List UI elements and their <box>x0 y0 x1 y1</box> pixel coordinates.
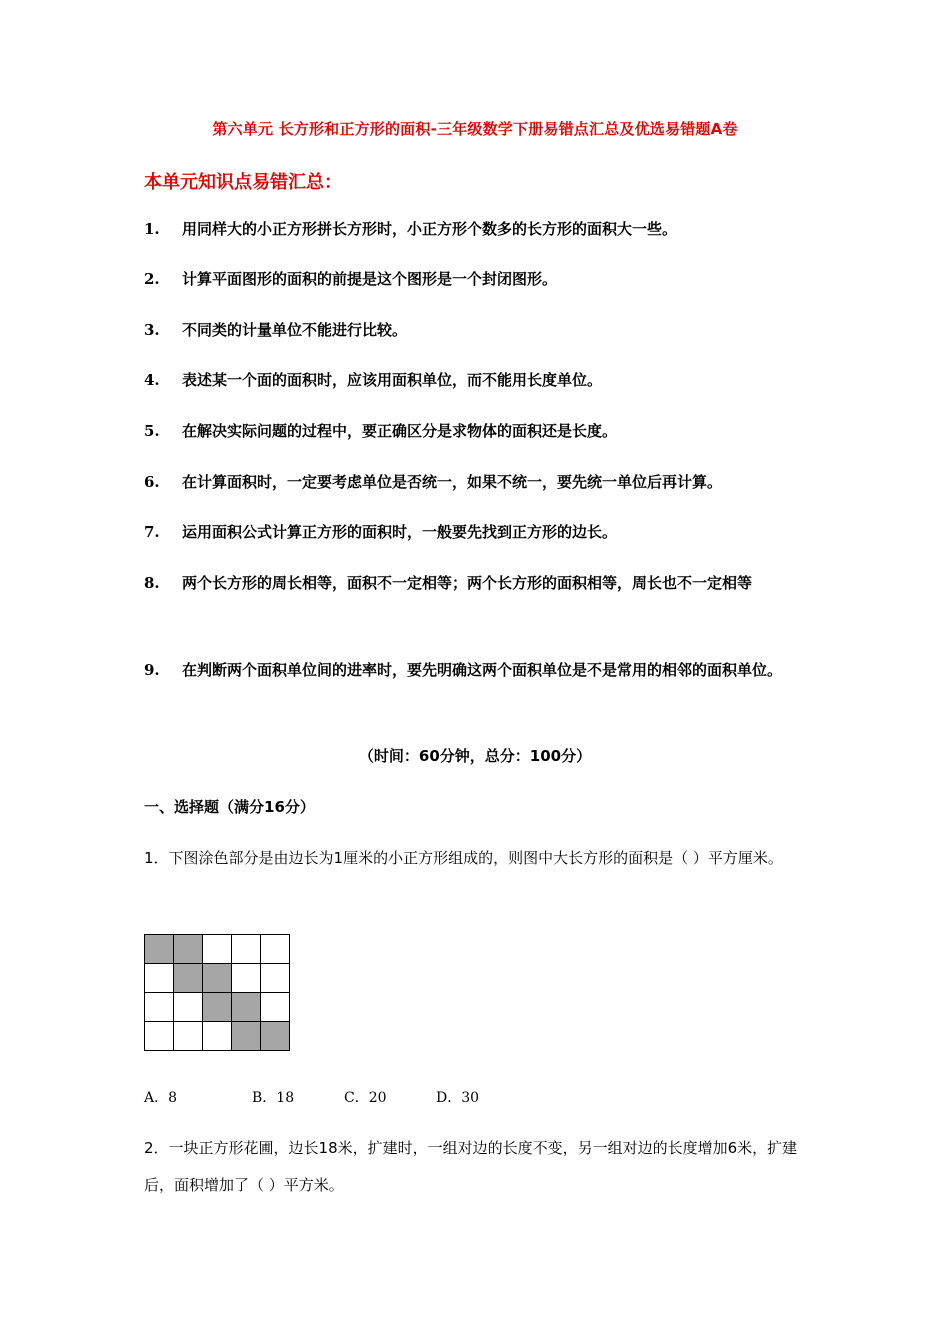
point-text: 运用面积公式计算正方形的面积时，一般要先找到正方形的边长。 <box>182 523 618 541</box>
document-title: 第六单元 长方形和正方形的面积-三年级数学下册易错点汇总及优选易错题A卷 <box>212 120 738 138</box>
knowledge-point-9 <box>144 652 814 689</box>
point-text: 用同样大的小正方形拼长方形时，小正方形个数多的长方形的面积大一些。 <box>182 220 678 238</box>
shaded-grid-figure <box>144 934 290 1051</box>
section-heading: 本单元知识点易错汇总： <box>144 172 342 193</box>
knowledge-point-2 <box>144 261 814 298</box>
option-d[interactable]: D．30 <box>436 1090 480 1106</box>
point-text: 不同类的计量单位不能进行比较。 <box>182 321 408 339</box>
point-number: 6. <box>144 473 160 491</box>
point-text: 计算平面图形的面积的前提是这个图形是一个封闭图形。 <box>182 270 558 288</box>
knowledge-point-3 <box>144 312 814 349</box>
question-1: 1．下图涂色部分是由边长为1厘米的小正方形组成的，则图中大长方形的面积是（ ）平方厘米。 <box>144 849 783 867</box>
knowledge-point-5 <box>144 413 814 450</box>
question-section-heading: 一、选择题（满分16分） <box>144 798 315 816</box>
point-number: 8. <box>144 574 160 592</box>
point-number: 3. <box>144 321 160 339</box>
knowledge-point-4 <box>144 362 814 399</box>
option-c[interactable]: C．20 <box>344 1090 387 1106</box>
point-number: 5. <box>144 422 160 440</box>
knowledge-point-7 <box>144 514 814 551</box>
point-number: 2. <box>144 270 160 288</box>
point-text: 在判断两个面积单位间的进率时，要先明确这两个面积单位是不是常用的相邻的面积单位。 <box>182 661 783 679</box>
time-score-line: （时间：60分钟，总分：100分） <box>358 747 592 765</box>
option-b[interactable]: B．18 <box>252 1090 295 1106</box>
point-text: 在解决实际问题的过程中，要正确区分是求物体的面积还是长度。 <box>182 422 618 440</box>
point-number: 1. <box>144 220 160 238</box>
point-number: 7. <box>144 523 160 541</box>
knowledge-point-8 <box>144 565 814 602</box>
point-text: 两个长方形的周长相等，面积不一定相等；两个长方形的面积相等，周长也不一定相等 <box>182 574 753 592</box>
point-number: 4. <box>144 371 160 389</box>
point-text: 表述某一个面的面积时，应该用面积单位，而不能用长度单位。 <box>182 371 603 389</box>
option-a[interactable]: A．8 <box>144 1090 178 1106</box>
point-number: 9. <box>144 661 160 679</box>
knowledge-point-6 <box>144 464 814 501</box>
knowledge-point-1 <box>144 211 814 248</box>
point-text: 在计算面积时，一定要考虑单位是否统一，如果不统一，要先统一单位后再计算。 <box>182 473 723 491</box>
question-2: 2．一块正方形花圃，边长18米，扩建时，一组对边的长度不变，另一组对边的长度增加6米，扩建后，面积增加了（ ）平方米。 <box>144 1139 798 1194</box>
